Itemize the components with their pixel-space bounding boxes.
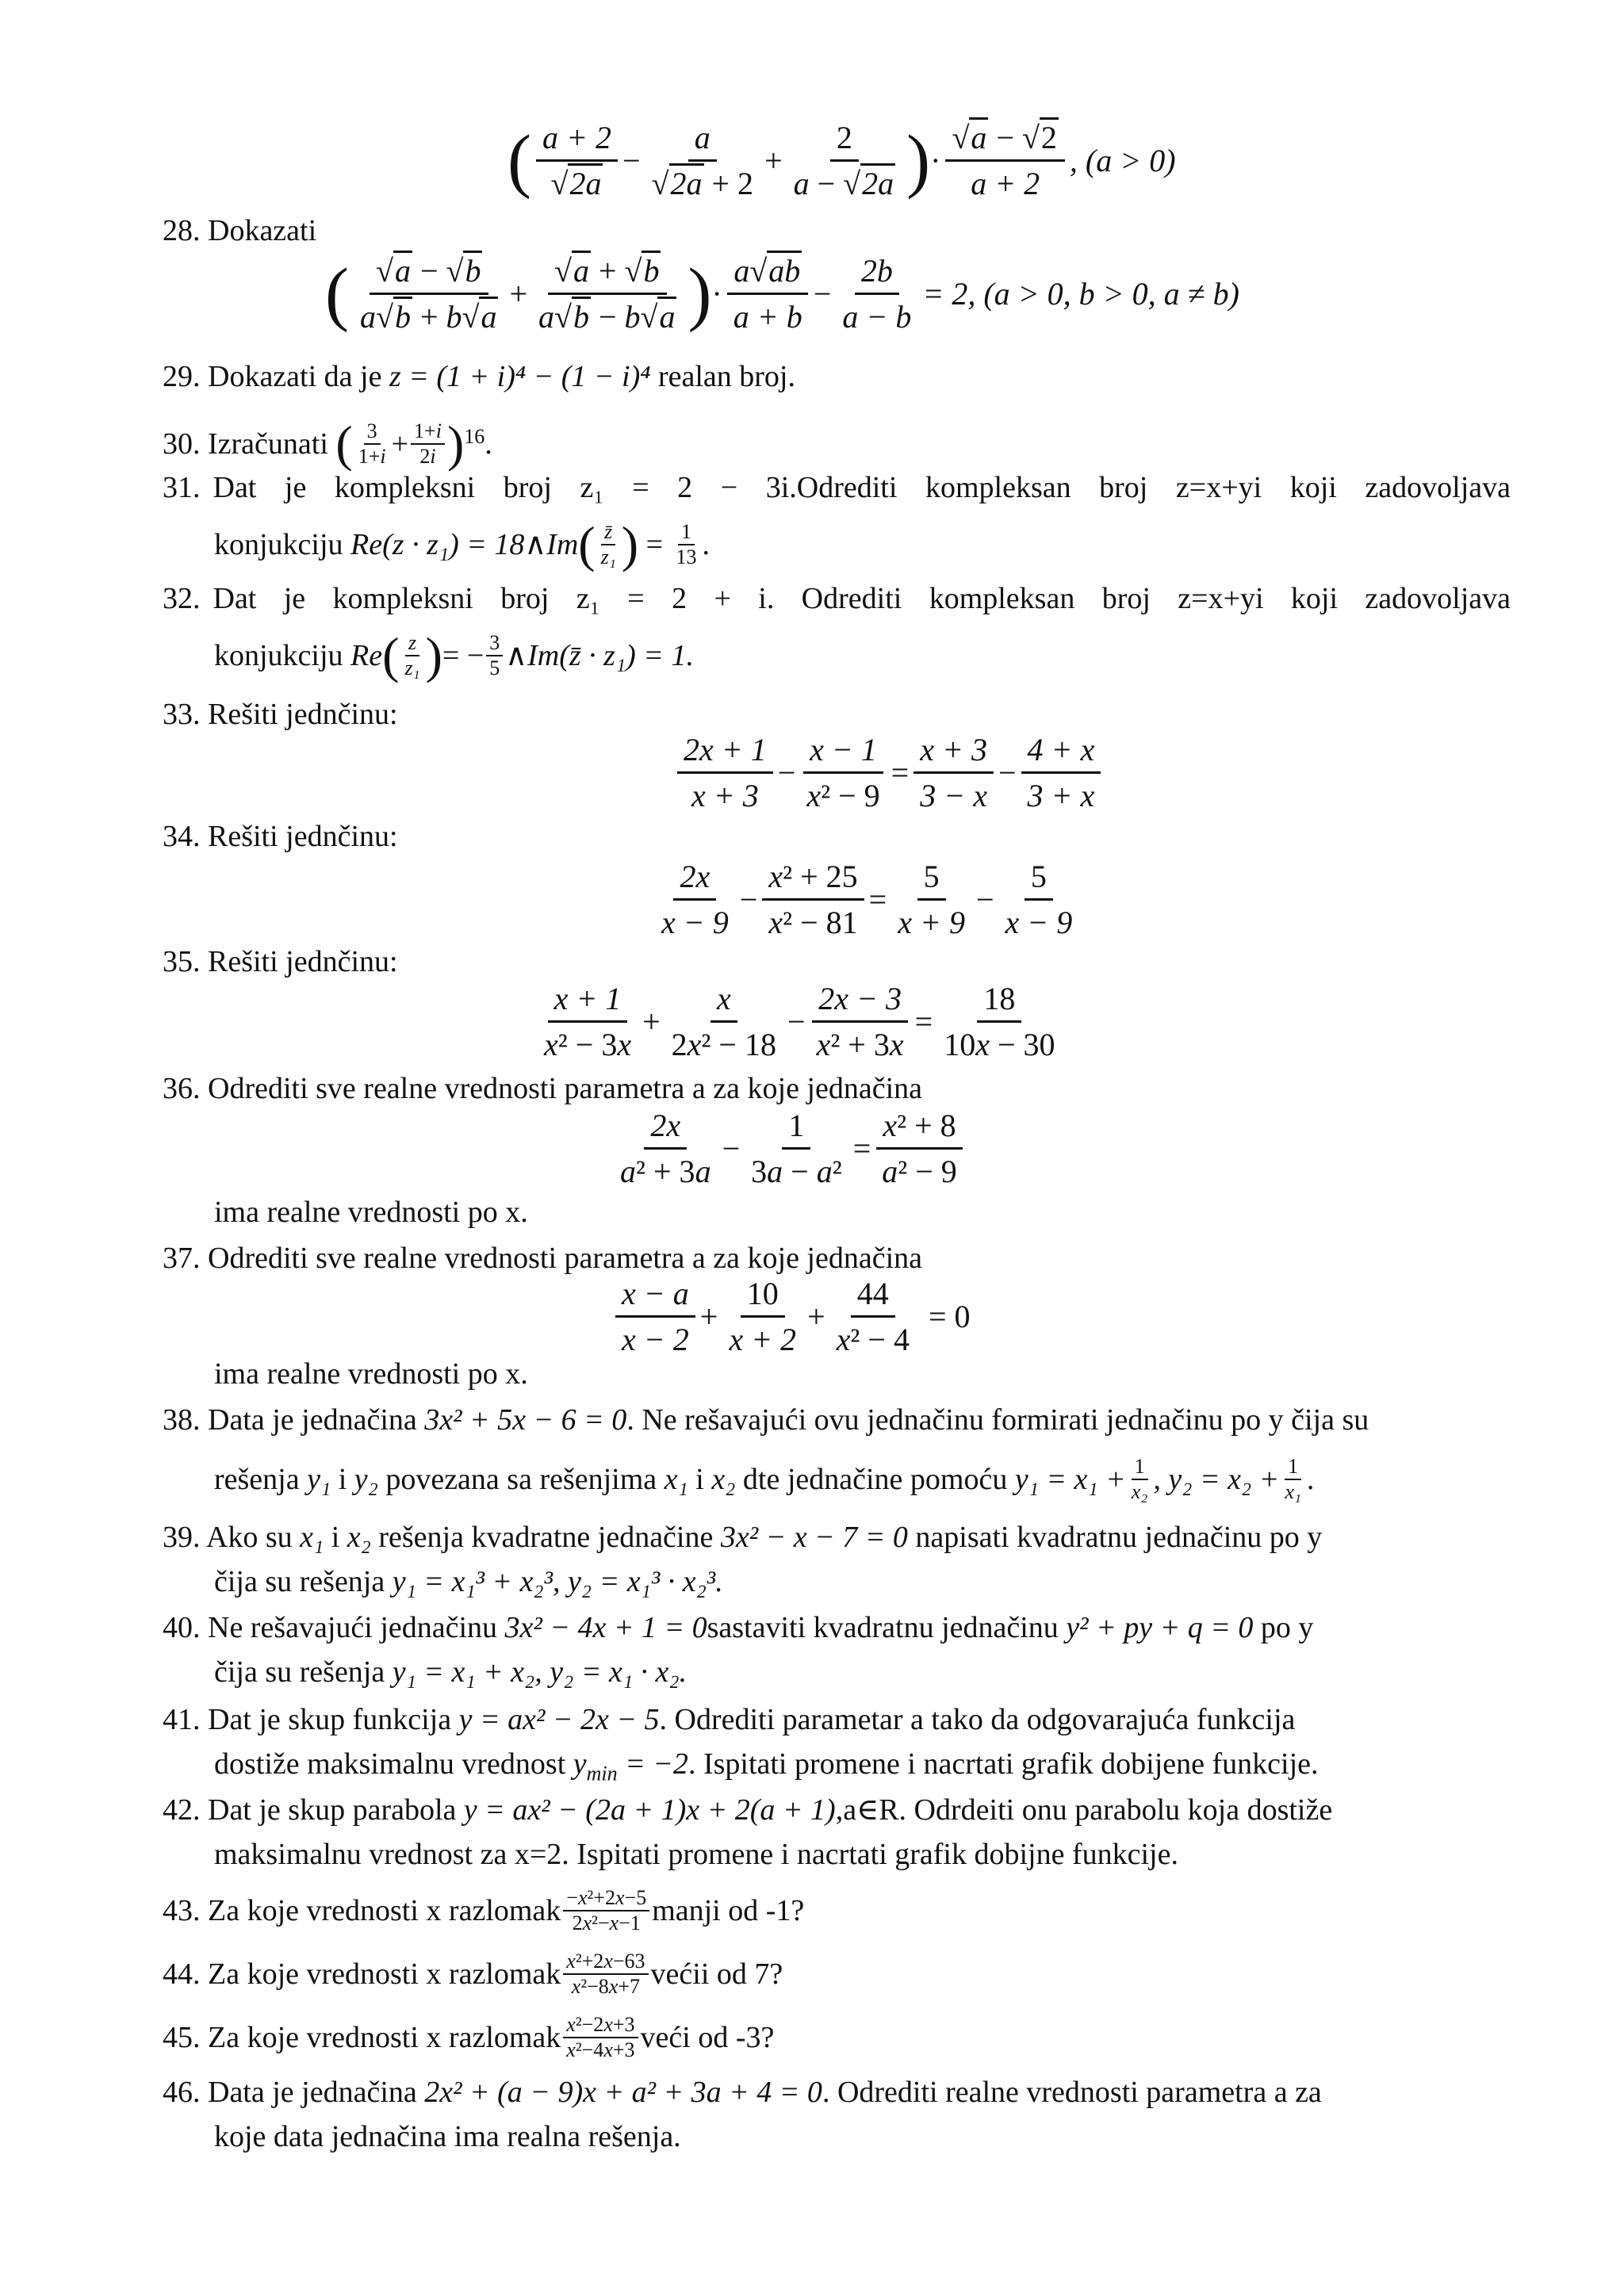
problem-text: i: [338, 1463, 347, 1496]
problem-expression: 2x² + (a − 9)x + a² + 3a + 4 = 0: [424, 2076, 822, 2109]
problem-31: [163, 469, 1511, 506]
problem-39: 39. Ako su x₁ i x₂ rešenja kvadratne jednačine 3x² − x − 7 = 0 napisati kvadratnu jednačinu po y: [163, 1521, 1323, 1554]
problem-expression: y = ax² − (2a + 1)x + 2(a + 1): [463, 1793, 836, 1827]
problem-number: 44.: [163, 1957, 201, 1991]
problem-text: veći od -3?: [640, 2021, 775, 2054]
problem-40-line2: čija su rešenja y₁ = x₁ + x₂, y₂ = x₁ · x₂.: [214, 1655, 688, 1689]
problem-number: 36.: [163, 1072, 201, 1105]
problem-expression: 3x² + 5x − 6 = 0: [424, 1403, 627, 1437]
problem-text: . Odrediti realne vrednosti parametra a za: [822, 2076, 1322, 2109]
problem-expression: Re(z · z₁) = 18∧Im: [350, 528, 579, 561]
problem-31-line2: konjukciju Re(z · z₁) = 18∧Im ( $\frac{z̄}{\text{z₁}}$ ) = $\frac{1}{13}$ .: [214, 516, 710, 572]
problem-text: ,a∈R. Odrdeiti onu parabolu koja dostiže: [835, 1793, 1333, 1827]
formula-34: $\frac{2x}{x - 9}$ − $\frac{\text{x² + 25}}{\text{x² − 81}}$ = $\frac{5}{x + 9}$ − $\frac{5}{x - 9}$: [661, 859, 1073, 940]
formula-36: $\frac{2x}{\text{a² + 3a}}$ − $\frac{1}{\text{3a − a²}}$ = $\frac{\text{x² + 8}}{\text{a² − 9}}$: [609, 1107, 968, 1190]
problem-36-after: ima realne vrednosti po x.: [214, 1196, 528, 1229]
problem-text: Rešiti jednčinu:: [208, 945, 398, 978]
problem-text: Dat je skup funkcija: [208, 1703, 452, 1736]
problem-29: [163, 358, 795, 395]
problem-43: 43. Za koje vrednosti x razlomak $\frac{\text{−x²+2x−5}}{\text{2x²−x−1}}$ manji od -1?: [163, 1886, 805, 1934]
problem-text: dostiže maksimalnu vrednost: [214, 1747, 566, 1781]
problem-text: dte jednačine pomoću: [742, 1463, 1008, 1496]
problem-number: 28.: [163, 214, 201, 247]
problem-38: [163, 1402, 1369, 1438]
problem-46-line2: koje data jednačina ima realna rešenja.: [214, 2120, 681, 2153]
problem-39-line2: čija su rešenja y₁ = x₁³ + x₂³, y₂ = x₁³ · x₂³.: [214, 1565, 723, 1598]
problem-number: 46.: [163, 2076, 201, 2109]
problem-46: [163, 2074, 1322, 2110]
problem-text: realan broj.: [657, 360, 795, 393]
problem-number: 39.: [163, 1521, 201, 1554]
problem-text: čija su rešenja: [214, 1655, 385, 1689]
problem-expression: y = ax² − 2x − 5: [458, 1703, 660, 1736]
problem-text: rešenja: [214, 1463, 300, 1496]
problem-text: sastaviti kvadratnu jednačinu: [707, 1611, 1059, 1644]
problem-41: [163, 1701, 1295, 1738]
problem-44: 44. Za koje vrednosti x razlomak $\frac{\text{x²+2x−63}}{\text{x²−8x+7}}$ većii od 7?: [163, 1950, 783, 1998]
problem-text: Data je jednačina: [208, 2076, 417, 2109]
formula-35: $\frac{x + 1}{\text{x² − 3x}}$ + $\frac{x}{\text{2x² − 18}}$ − $\frac{2x - 3}{\text{x² + 3x}}$ = $\frac{18}{10x - 30}$: [544, 981, 1055, 1062]
problem-40: [163, 1609, 1313, 1646]
problem-41-line2: dostiže maksimalnu vrednost $y_{min} = -2$. Ispitati promene i nacrtati grafik dobijene funkcije.: [214, 1747, 1319, 1785]
formula-33: $\frac{2x + 1}{x + 3}$ − $\frac{x - 1}{\text{x² − 9}}$ = $\frac{x + 3}{3 - x}$ − $\frac{4 + x}{3 + x}$: [672, 731, 1105, 814]
problem-text: Za koje vrednosti x razlomak: [208, 1957, 561, 1991]
formula-37: $\frac{x - a}{x - 2}$ + $\frac{10}{x + 2}$ + $\frac{44}{\text{x² − 4}}$ = 0: [611, 1275, 971, 1358]
problem-text: rešenja kvadratne jednačine: [378, 1521, 714, 1554]
problem-text: Dokazati: [208, 214, 317, 247]
problem-number: 43.: [163, 1894, 201, 1927]
problem-text: Rešiti jednčinu:: [208, 698, 398, 731]
problem-expression: z = (1 + i)⁴ − (1 − i)⁴: [389, 360, 651, 393]
problem-text: većii od 7?: [650, 1957, 783, 1991]
problem-text: konjukciju: [214, 528, 343, 561]
problem-text: manji od -1?: [652, 1894, 805, 1927]
problem-text: Data je jednačina: [208, 1403, 417, 1437]
problem-number: 41.: [163, 1703, 201, 1736]
problem-text: čija su rešenja: [214, 1565, 385, 1598]
problem-number: 37.: [163, 1242, 201, 1275]
problem-37: [163, 1240, 922, 1276]
problem-text: Ako su: [205, 1521, 293, 1554]
problem-text: i: [695, 1463, 704, 1496]
problem-number: 30.: [163, 427, 201, 461]
problem-text: Ne rešavajući jednačinu: [208, 1611, 498, 1644]
problem-text: Odrediti sve realne vrednosti parametra a za koje jednačina: [208, 1242, 923, 1275]
problem-37-after: ima realne vrednosti po x.: [214, 1357, 528, 1391]
problem-text: . Ne rešavajući ovu jednačinu formirati jednačinu po y čija su: [626, 1403, 1369, 1437]
problem-42: [163, 1792, 1332, 1828]
problem-text: . Ispitati promene i nacrtati grafik dobijene funkcije.: [688, 1747, 1319, 1781]
problem-text: konjukciju: [214, 639, 343, 672]
problem-text: . Odrediti parametar a tako da odgovarajuća funkcija: [659, 1703, 1296, 1736]
formula-28-condition: = 2, (a > 0, b > 0, a ≠ b): [922, 276, 1239, 312]
problem-expression: Re: [350, 639, 383, 672]
problem-36: [163, 1070, 922, 1107]
problem-expression: 3x² − x − 7 = 0: [720, 1521, 908, 1554]
problem-32: [163, 580, 1511, 617]
problem-number: 35.: [163, 945, 201, 978]
problem-text: Dat je kompleksni broj z₁ = 2 − 3i.Odrediti kompleksan broj z=x+yi koji zadovoljava: [213, 471, 1511, 504]
problem-34: [163, 818, 398, 855]
problem-number: 42.: [163, 1793, 201, 1827]
problem-number: 45.: [163, 2021, 201, 2054]
problem-text: po y: [1260, 1611, 1314, 1644]
problem-30: 30. Izračunati ( $\frac{3}{1+i}$ + $\frac{1+i}{2i}$ ) 16 .: [163, 415, 492, 472]
problem-28: [163, 212, 316, 249]
formula-28: ( $\frac{√a - √b}{a√b + b√a}$ + $\frac{√a + √b}{a√b - b√a}$ ) · $\frac{a√ab}{a + b}$ − $\frac{2b}{a - b}$ = 2, (a > 0, b > 0, a ≠ b): [325, 252, 1239, 335]
problem-35: [163, 943, 398, 980]
problem-text: Rešiti jednčinu:: [208, 820, 398, 853]
problem-text: povezana sa rešenjima: [385, 1463, 657, 1496]
problem-text: napisati kvadratnu jednačinu po y: [915, 1521, 1323, 1554]
problem-text: Dat je kompleksni broj z₁ = 2 + i. Odrediti kompleksan broj z=x+yi koji zadovoljava: [213, 582, 1511, 615]
problem-text: Odrediti sve realne vrednosti parametra a za koje jednačina: [208, 1072, 923, 1105]
problem-number: 40.: [163, 1611, 201, 1644]
problem-expression: ∧Im(z̄ · z₁) = 1.: [505, 639, 694, 672]
problem-expression: y² + py + q = 0: [1066, 1611, 1254, 1644]
problem-number: 34.: [163, 820, 201, 853]
problem-33: [163, 696, 398, 733]
problem-number: 32.: [163, 582, 201, 615]
problem-45: 45. Za koje vrednosti x razlomak $\frac{\text{x²−2x+3}}{\text{x²−4x+3}}$ veći od -3?: [163, 2013, 775, 2061]
problem-expression: = −: [442, 639, 485, 672]
problem-text: Izračunati: [208, 427, 328, 461]
problem-text: Dat je skup parabola: [208, 1793, 457, 1827]
problem-expression: 3x² − 4x + 1 = 0: [504, 1611, 707, 1644]
formula-27-condition: , (a > 0): [1069, 143, 1176, 178]
problem-42-line2: maksimalnu vrednost za x=2. Ispitati promene i nacrtati grafik dobijne funkcije.: [214, 1838, 1178, 1871]
formula-27: ( $\frac{a + 2}{√2a}$ − $\frac{a}{√2a + 2}$ + $\frac{2}{a - √2a}$ ) · $\frac{√a - √2}{a + 2}$ , (a > 0): [508, 119, 1176, 202]
problem-text: Za koje vrednosti x razlomak: [208, 1894, 561, 1927]
problem-number: 38.: [163, 1403, 201, 1437]
problem-number: 33.: [163, 698, 201, 731]
problem-text: Za koje vrednosti x razlomak: [208, 2021, 561, 2054]
problem-38-line2: rešenja y₁ i y₂ povezana sa rešenjima x₁ i x₂ dte jednačine pomoću y₁ = x₁ + $\frac{1}{\text{x₂}}$ , y₂ = x₂ + $\frac{1}{\text{x₁}}$ .: [214, 1455, 1315, 1503]
problem-text: Dokazati da je: [208, 360, 382, 393]
problem-number: 31.: [163, 471, 201, 504]
problem-number: 29.: [163, 360, 201, 393]
problem-32-line2: konjukciju Re ( $\frac{z}{\text{z₁}}$ ) = − $\frac{3}{5}$ ∧Im(z̄ · z₁) = 1.: [214, 627, 694, 683]
problem-text: i: [331, 1521, 340, 1554]
